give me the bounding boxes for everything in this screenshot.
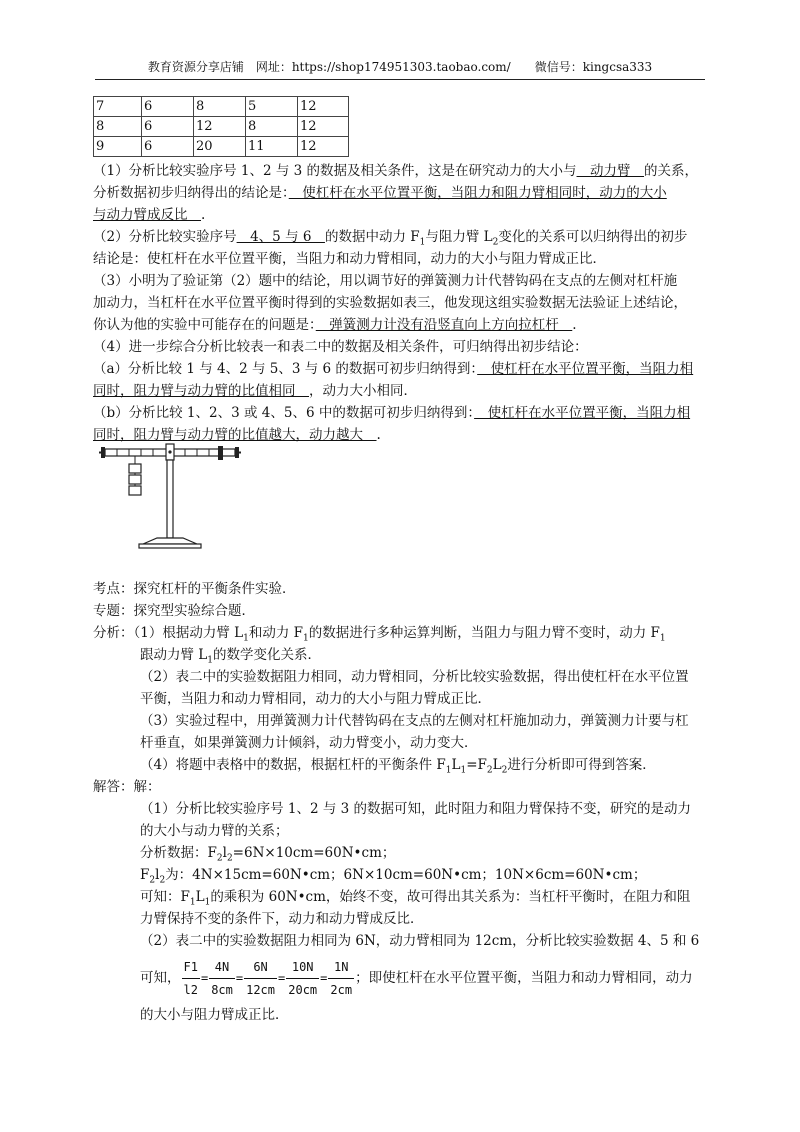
q2-text: 变化的关系可以归纳得出的初步 [498,229,688,245]
q1-answer-2: 使杠杆在水平位置平衡，当阻力和阻力臂相同时，动力的大小 [288,185,667,201]
q4a-answer: 使杠杆在水平位置平衡，当阻力相 [477,361,694,377]
q1-text: 分析数据初步归纳得出的结论是： [93,185,289,201]
q1-answer-2-cont: 与动力臂成反比 [93,207,201,223]
page-header: 教育资源分享店铺 网址：https://shop174951303.taobao.com/ 微信号：kingcsa333 [95,58,705,80]
fenxi-text: =F [466,757,487,773]
jieda-text: l [222,845,227,861]
table-row [94,117,349,137]
fenxi-line-2: 跟动力臂 $L_1$的数学变化关系． [140,647,321,666]
lever-figure [95,440,245,552]
table-cell: 9 [94,137,142,157]
fenxi-text: 的数学变化关系． [213,647,321,663]
jieda-text: L [195,889,205,905]
jieda-line-1: （1）分析比较实验序号 1、2 与 3 的数据可知，此时阻力和阻力臂保持不变，研究的是动力 [140,801,692,817]
table-cell: 6 [142,117,194,137]
q4b-answer: 使杠杆在水平位置平衡，当阻力相 [474,405,691,421]
jieda-text: 的乘积为 60N•cm，始终不变，故可得出其关系为：当杠杆平衡时，在阻力和阻 [210,889,691,905]
jieda-text: =6N×10cm=60N•cm； [232,845,396,861]
jieda-title: 解答：解： [93,779,161,795]
lever-diagram [95,440,245,552]
table-cell: 12 [194,117,246,137]
q3-answer: 弹簧测力计没有沿竖直向上方向拉杠杆 [315,317,573,333]
q2-text: （2）分析比较实验序号 [93,229,237,245]
q4b-text: （b）分析比较 1、2、3 或 4、5、6 中的数据可初步归纳得到： [93,405,475,421]
fenxi-line-7: （4）将题中表格中的数据，根据杠杆的平衡条件 $F_1L_1=F_2L_2$进行分析即可得到答案． [140,757,656,776]
jieda-text: ；即使杠杆在水平位置平衡，当阻力和动力臂相同，动力 [355,970,693,986]
fraction: $\frac{F1}{l2}$ [182,956,200,1001]
q1-text: 的关系， [644,163,699,179]
jieda-line-3: 分析数据：$F_2l_2=6N\times 10cm=60N•cm$； [140,845,396,864]
jieda-text: 为：4N×15cm=60N•cm；6N×10cm=60N•cm；10N×6cm=60N•cm； [165,867,647,883]
q4a-answer-cont: 同时，阻力臂与动力臂的比值相同 [93,383,309,399]
jieda-text: 可知：F [140,889,190,905]
fenxi-text: 和动力 F [248,625,304,641]
q2-text: 与阻力臂 L [425,229,493,245]
fenxi-line-4: 平衡，当阻力和动力臂相同，动力的大小与阻力臂成正比． [140,691,491,707]
table-cell: 8 [94,117,142,137]
jieda-text: l [155,867,160,883]
table-cell: 8 [246,117,298,137]
jieda-line-9: 的大小与阻力臂成正比． [140,1007,289,1023]
jieda-line-4: $F_2l_2$为：4N×15cm=60N•cm；6N×10cm=60N•cm；10N×6cm=60N•cm； [140,867,647,886]
table-cell: 5 [246,97,298,117]
fraction: $\frac{1N}{2cm}$ [328,956,354,1001]
jieda-line-2: 的大小与动力臂的关系； [140,823,289,839]
table-cell: 6 [142,97,194,117]
q4a-line-1 [93,358,708,380]
q4a-line-2 [93,380,708,402]
q4b-text: . [376,427,381,443]
fraction: $\frac{10N}{20cm}$ [286,956,319,1001]
fenxi-line-1: 分析：（1）根据动力臂 $L_1$和动力 $F_1$的数据进行多种运算判断，当阻力与阻力臂不变时，动力 $F_1$ [93,625,666,644]
jieda-line-5: 可知：$F_1L_1$的乘积为 60N•cm，始终不变，故可得出其关系为：当杠杆平衡时，在阻力和阻 [140,889,691,908]
table-cell: 7 [94,97,142,117]
jieda-line-8: 可知， $\frac{F1}{l2}$ = $\frac{4N}{8cm}$ = $\frac{6N}{12cm}$ = $\frac{10N}{20cm}$ = $\frac{1N}{2cm}$ ；即使杠杆在水平位置平衡，当阻力和动力臂相同，动力 [93,952,708,1004]
q1-text: . [201,207,206,223]
jieda-line-7: （2）表二中的实验数据阻力相同为 6N，动力臂相同为 12cm，分析比较实验数据 4、5 和 6 [140,933,700,949]
data-table [93,96,349,157]
q2-line-2: 结论是：使杠杆在水平位置平衡，当阻力和动力臂相同，动力的大小与阻力臂成正比． [93,251,606,267]
fenxi-text: 分析：（1）根据动力臂 L [93,625,244,641]
questions-block [93,160,708,446]
q3-text: . [572,317,577,333]
table-cell: 6 [142,137,194,157]
table-row [94,97,349,117]
q4a-text: （a）分析比较 1 与 4、2 与 5、3 与 6 的数据可初步归纳得到： [93,361,478,377]
q1-answer-1: 动力臂 [576,163,645,179]
fraction: $\frac{4N}{8cm}$ [209,956,235,1001]
q2-answer: 4、5 与 6 [236,229,325,245]
fenxi-text: 跟动力臂 L [140,647,208,663]
q3-line-3 [93,314,708,336]
table-cell: 12 [298,137,349,157]
table-cell: 12 [298,97,349,117]
jieda-text: 可知， [140,970,181,986]
fenxi-line-6: 杆垂直，如果弹簧测力计倾斜，动力臂变小，动力变大． [140,735,478,751]
q4b-answer-cont: 同时，阻力臂与动力臂的比值越大，动力越大 [93,427,377,443]
table-cell: 20 [194,137,246,157]
fenxi-line-5: （3）实验过程中，用弹簧测力计代替钩码在支点的左侧对杠杆施加动力，弹簧测力计要与杠 [140,713,689,729]
fenxi-line-3: （2）表二中的实验数据阻力相同，动力臂相同，分析比较实验数据，得出使杠杆在水平位置 [140,669,689,685]
table-row [94,137,349,157]
solution-block [93,578,708,1026]
q1-line-1 [93,160,708,182]
fenxi-text: 进行分析即可得到答案． [507,757,656,773]
q3-line-2: 加动力，当杠杆在水平位置平衡时得到的实验数据如表三，他发现这组实验数据无法验证上述结论， [93,295,687,311]
jieda-text: F [140,867,150,883]
q2-line-1: （2）分析比较实验序号 4、5 与 6 的数据中动力 $F_1$与阻力臂 $L_2$变化的关系可以归纳得出的初步 [93,229,688,248]
q1-line-3 [93,204,708,226]
q1-text: （1）分析比较实验序号 1、2 与 3 的数据及相关条件，这是在研究动力的大小与 [93,163,577,179]
table-cell: 12 [298,117,349,137]
jieda-text: 分析数据：F [140,845,217,861]
q4b-line-1 [93,402,708,424]
jieda-line-6: 力臂保持不变的条件下，动力和动力臂成反比． [140,911,424,927]
fenxi-text: 的数据进行多种运算判断，当阻力与阻力臂不变时，动力 F [308,625,660,641]
q2-text: 的数据中动力 F [324,229,420,245]
table-cell: 8 [194,97,246,117]
q3-line-1: （3）小明为了验证第（2）题中的结论，用以调节好的弹簧测力计代替钩码在支点的左侧对杠杆施 [93,273,678,289]
q4a-text: ，动力大小相同． [309,383,417,399]
fenxi-text: L [492,757,502,773]
q3-text: 你认为他的实验中可能存在的问题是： [93,317,316,333]
zhuanti-line: 专题：探究型实验综合题． [93,603,255,619]
q4-line-1: （4）进一步综合分析比较表一和表二中的数据及相关条件，可归纳得出初步结论： [93,339,588,355]
q1-line-2 [93,182,708,204]
table-cell: 11 [246,137,298,157]
kaodian-line: 考点：探究杠杆的平衡条件实验． [93,581,296,597]
fenxi-text: L [451,757,461,773]
fraction: $\frac{6N}{12cm}$ [244,956,277,1001]
fenxi-text: （4）将题中表格中的数据，根据杠杆的平衡条件 F [140,757,446,773]
